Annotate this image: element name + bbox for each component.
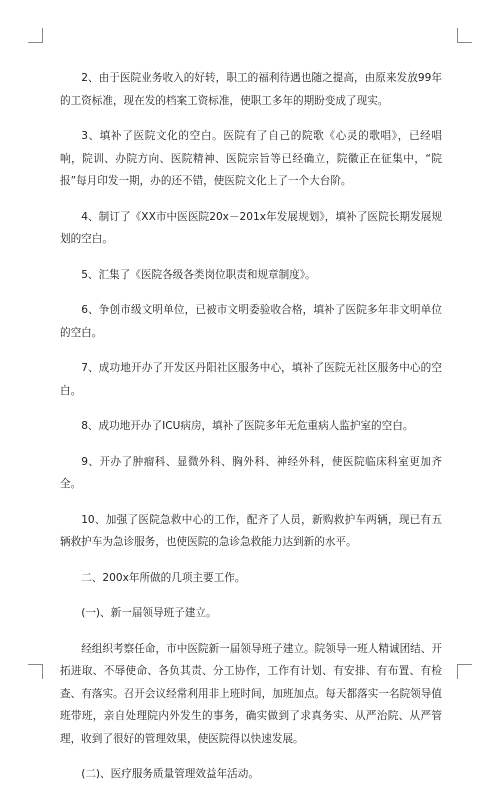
paragraph-emergency-center: 10、加强了医院急救中心的工作，配齐了人员，新购救护车两辆，现已有五辆救护车为急诊服务，也使医院的急诊急救能力达到新的水平。 [60, 513, 442, 548]
paragraph-development-plan: 4、制订了《XX市中医医院20x－201x年发展规划》，填补了医院长期发展规划的空白。 [60, 210, 442, 245]
section-heading-main-work: 二、200x年所做的几项主要工作。 [81, 571, 246, 584]
paragraph-community-center: 7、成功地开办了开发区丹阳社区服务中心，填补了医院无社区服务中心的空白。 [60, 362, 442, 397]
paragraph-leadership: 经组织考察任命，市中医院新一届领导班子建立。院领导一班人精诚团结、开拓进取、不辱使命、各负其责、分工协作，工作有计划、有安排、有布置、有检查、有落实。召开会议经常利用非上班时间，加班加点。每天都落实一名院领导值班带班，亲自处理院内外发生的事务，确实做到了求真务实、从严治院、从严管理，收到了很好的管理效果，使医院得以快速发展。 [60, 642, 442, 745]
paragraph-icu: 8、成功地开办了ICU病房，填补了医院多年无危重病人监护室的空白。 [81, 420, 414, 432]
crop-mark-bottom-right [457, 664, 472, 679]
crop-mark-top-left [28, 28, 43, 43]
crop-mark-bottom-left [28, 664, 43, 679]
crop-mark-top-right [457, 28, 472, 43]
paragraph-civilized-unit: 6、争创市级文明单位，已被市文明委验收合格，填补了医院多年非文明单位的空白。 [60, 304, 442, 339]
paragraph-hospital-culture: 3、填补了医院文化的空白。医院有了自己的院歌《心灵的歌唱》，已经唱响，院训、办院方向、医院精神、医院宗旨等已经确立，院徽正在征集中，“院报”每月印发一期，办的还不错，使医院文化上了一个大台阶。 [60, 130, 442, 187]
subheading-quality-activity: (二)、医疗服务质量管理效益年活动。 [81, 768, 259, 780]
paragraph-welfare: 2、由于医院业务收入的好转，职工的福利待遇也随之提高，由原来发放99年的工资标准，现在发的档案工资标准，使职工多年的期盼变成了现实。 [60, 72, 442, 107]
document-body [60, 67, 442, 799]
paragraph-job-duties: 5、汇集了《医院各级各类岗位职责和规章制度》。 [81, 268, 316, 281]
subheading-leadership: (一)、新一届领导班子建立。 [81, 607, 217, 619]
paragraph-departments: 9、开办了肿瘤科、显微外科、胸外科、神经外科，使医院临床科室更加齐全。 [60, 455, 442, 490]
